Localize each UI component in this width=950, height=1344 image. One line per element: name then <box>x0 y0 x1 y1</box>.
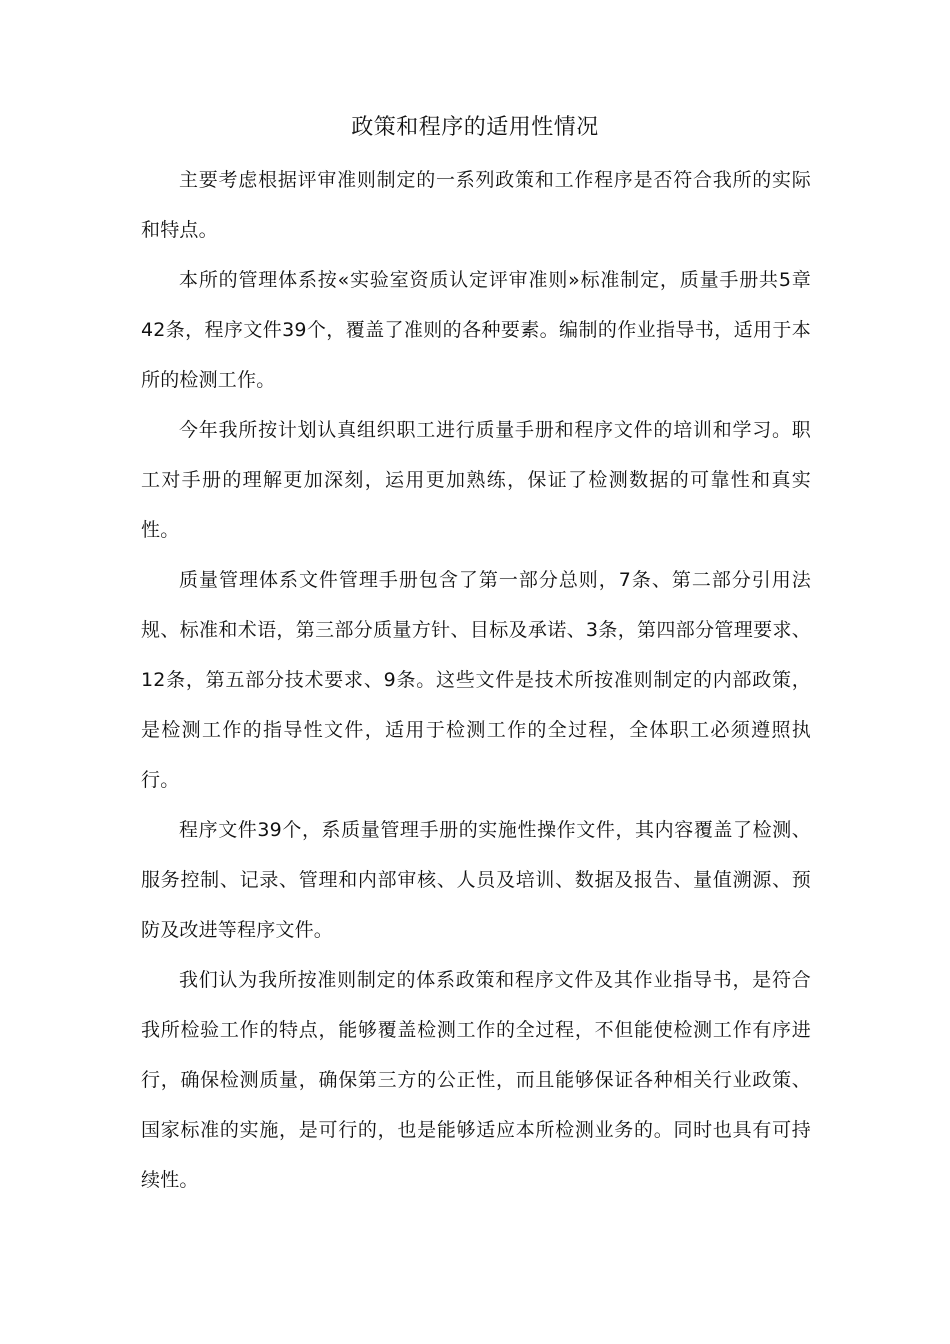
paragraph: 主要考虑根据评审准则制定的一系列政策和工作程序是否符合我所的实际和特点。 <box>141 169 811 241</box>
paragraph: 质量管理体系文件管理手册包含了第一部分总则，7条、第二部分引用法规、标准和术语，第三部分质量方针、目标及承诺、3条，第四部分管理要求、12条，第五部分技术要求、9条。这些文件是技术所按准则制定的内部政策，是检测工作的指导性文件，适用于检测工作的全过程，全体职工必须遵照执行。 <box>141 569 811 791</box>
paragraph: 今年我所按计划认真组织职工进行质量手册和程序文件的培训和学习。职工对手册的理解更加深刻，运用更加熟练，保证了检测数据的可靠性和真实性。 <box>141 419 811 541</box>
document-title: 政策和程序的适用性情况 <box>351 115 599 140</box>
paragraph: 程序文件39个，系质量管理手册的实施性操作文件，其内容覆盖了检测、服务控制、记录、管理和内部审核、人员及培训、数据及报告、量值溯源、预防及改进等程序文件。 <box>141 819 811 941</box>
document-body <box>141 155 811 1205</box>
paragraph: 我们认为我所按准则制定的体系政策和程序文件及其作业指导书，是符合我所检验工作的特点，能够覆盖检测工作的全过程，不但能使检测工作有序进行，确保检测质量，确保第三方的公正性，而且能够保证各种相关行业政策、国家标准的实施，是可行的，也是能够适应本所检测业务的。同时也具有可持续性。 <box>141 969 811 1191</box>
paragraph: 本所的管理体系按«实验室资质认定评审准则»标准制定，质量手册共5章42条，程序文件39个，覆盖了准则的各种要素。编制的作业指导书，适用于本所的检测工作。 <box>141 269 811 391</box>
